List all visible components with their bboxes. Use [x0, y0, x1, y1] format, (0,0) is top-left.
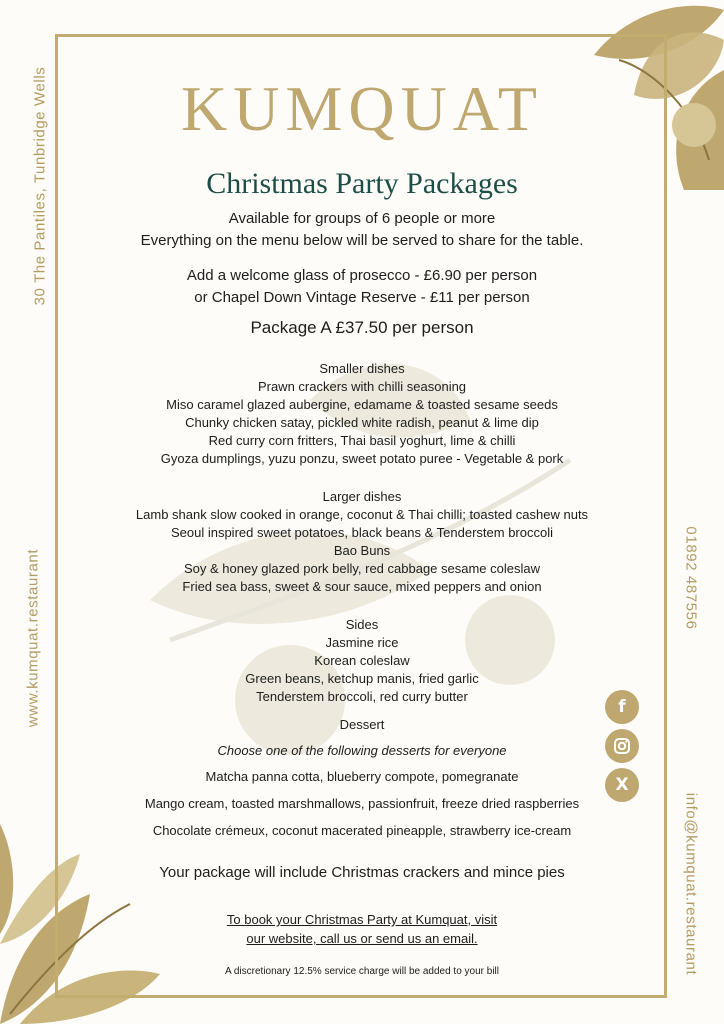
drinks-block: [60, 265, 664, 309]
phone-number[interactable]: 01892 487556: [682, 526, 700, 630]
menu-item: Chunky chicken satay, pickled white radish, peanut & lime dip: [185, 415, 539, 430]
address-text: 30 The Pantiles, Tunbridge Wells: [31, 66, 49, 306]
dessert-note: Choose one of the following desserts for everyone: [217, 743, 507, 758]
section-heading: Sides: [345, 617, 379, 632]
larger-dishes-section: [60, 488, 664, 596]
menu-item: Bao Buns: [333, 543, 391, 558]
menu-item: Prawn crackers with chilli seasoning: [257, 379, 467, 394]
x-icon[interactable]: X: [605, 768, 639, 802]
sides-section: [60, 616, 664, 706]
email-link[interactable]: info@kumquat.restaurant: [682, 792, 700, 976]
booking-line[interactable]: To book your Christmas Party at Kumquat, visit: [226, 912, 498, 927]
menu-item: Green beans, ketchup manis, fried garlic: [245, 671, 479, 686]
dessert-item: Mango cream, toasted marshmallows, passionfruit, freeze dried raspberries: [144, 796, 580, 811]
smaller-dishes-section: [60, 360, 664, 468]
service-charge-note: A discretionary 12.5% service charge will be added to your bill: [224, 966, 500, 977]
booking-line[interactable]: our website, call us or send us an email.: [246, 931, 478, 946]
dessert-item: Chocolate crémeux, coconut macerated pineapple, strawberry ice-cream: [152, 823, 572, 838]
section-heading: Smaller dishes: [319, 361, 405, 376]
intro-line: Available for groups of 6 people or more: [228, 210, 496, 227]
menu-item: Tenderstem broccoli, red curry butter: [256, 689, 468, 704]
dessert-heading: Dessert: [339, 717, 385, 732]
menu-item: Red curry corn fritters, Thai basil yoghurt, lime & chilli: [208, 433, 516, 448]
page-title: Christmas Party Packages: [206, 167, 518, 200]
facebook-icon[interactable]: f: [605, 690, 639, 724]
package-price: Package A £37.50 per person: [250, 318, 474, 337]
menu-item: Lamb shank slow cooked in orange, coconut & Thai chilli; toasted cashew nuts: [135, 507, 589, 522]
menu-item: Korean coleslaw: [314, 653, 410, 668]
menu-item: Jasmine rice: [325, 635, 399, 650]
menu-item: Seoul inspired sweet potatoes, black beans & Tenderstem broccoli: [170, 525, 554, 540]
menu-item: Miso caramel glazed aubergine, edamame & toasted sesame seeds: [166, 397, 558, 412]
drinks-line: or Chapel Down Vintage Reserve - £11 per person: [194, 289, 530, 306]
menu-item: Gyoza dumplings, yuzu ponzu, sweet potato puree - Vegetable & pork: [160, 451, 564, 466]
section-heading: Larger dishes: [322, 489, 402, 504]
dessert-item: Matcha panna cotta, blueberry compote, pomegranate: [205, 769, 519, 784]
intro-block: [60, 208, 664, 252]
drinks-line: Add a welcome glass of prosecco - £6.90 per person: [186, 267, 538, 284]
instagram-icon[interactable]: [605, 729, 639, 763]
crackers-note: Your package will include Christmas crackers and mince pies: [159, 864, 565, 881]
intro-line: Everything on the menu below will be served to share for the table.: [140, 232, 584, 249]
website-link[interactable]: www.kumquat.restaurant: [24, 548, 42, 728]
brand-logo: KUMQUAT: [181, 73, 543, 144]
menu-item: Fried sea bass, sweet & sour sauce, mixed peppers and onion: [182, 579, 542, 594]
booking-link[interactable]: [60, 910, 664, 948]
menu-item: Soy & honey glazed pork belly, red cabbage sesame coleslaw: [183, 561, 541, 576]
